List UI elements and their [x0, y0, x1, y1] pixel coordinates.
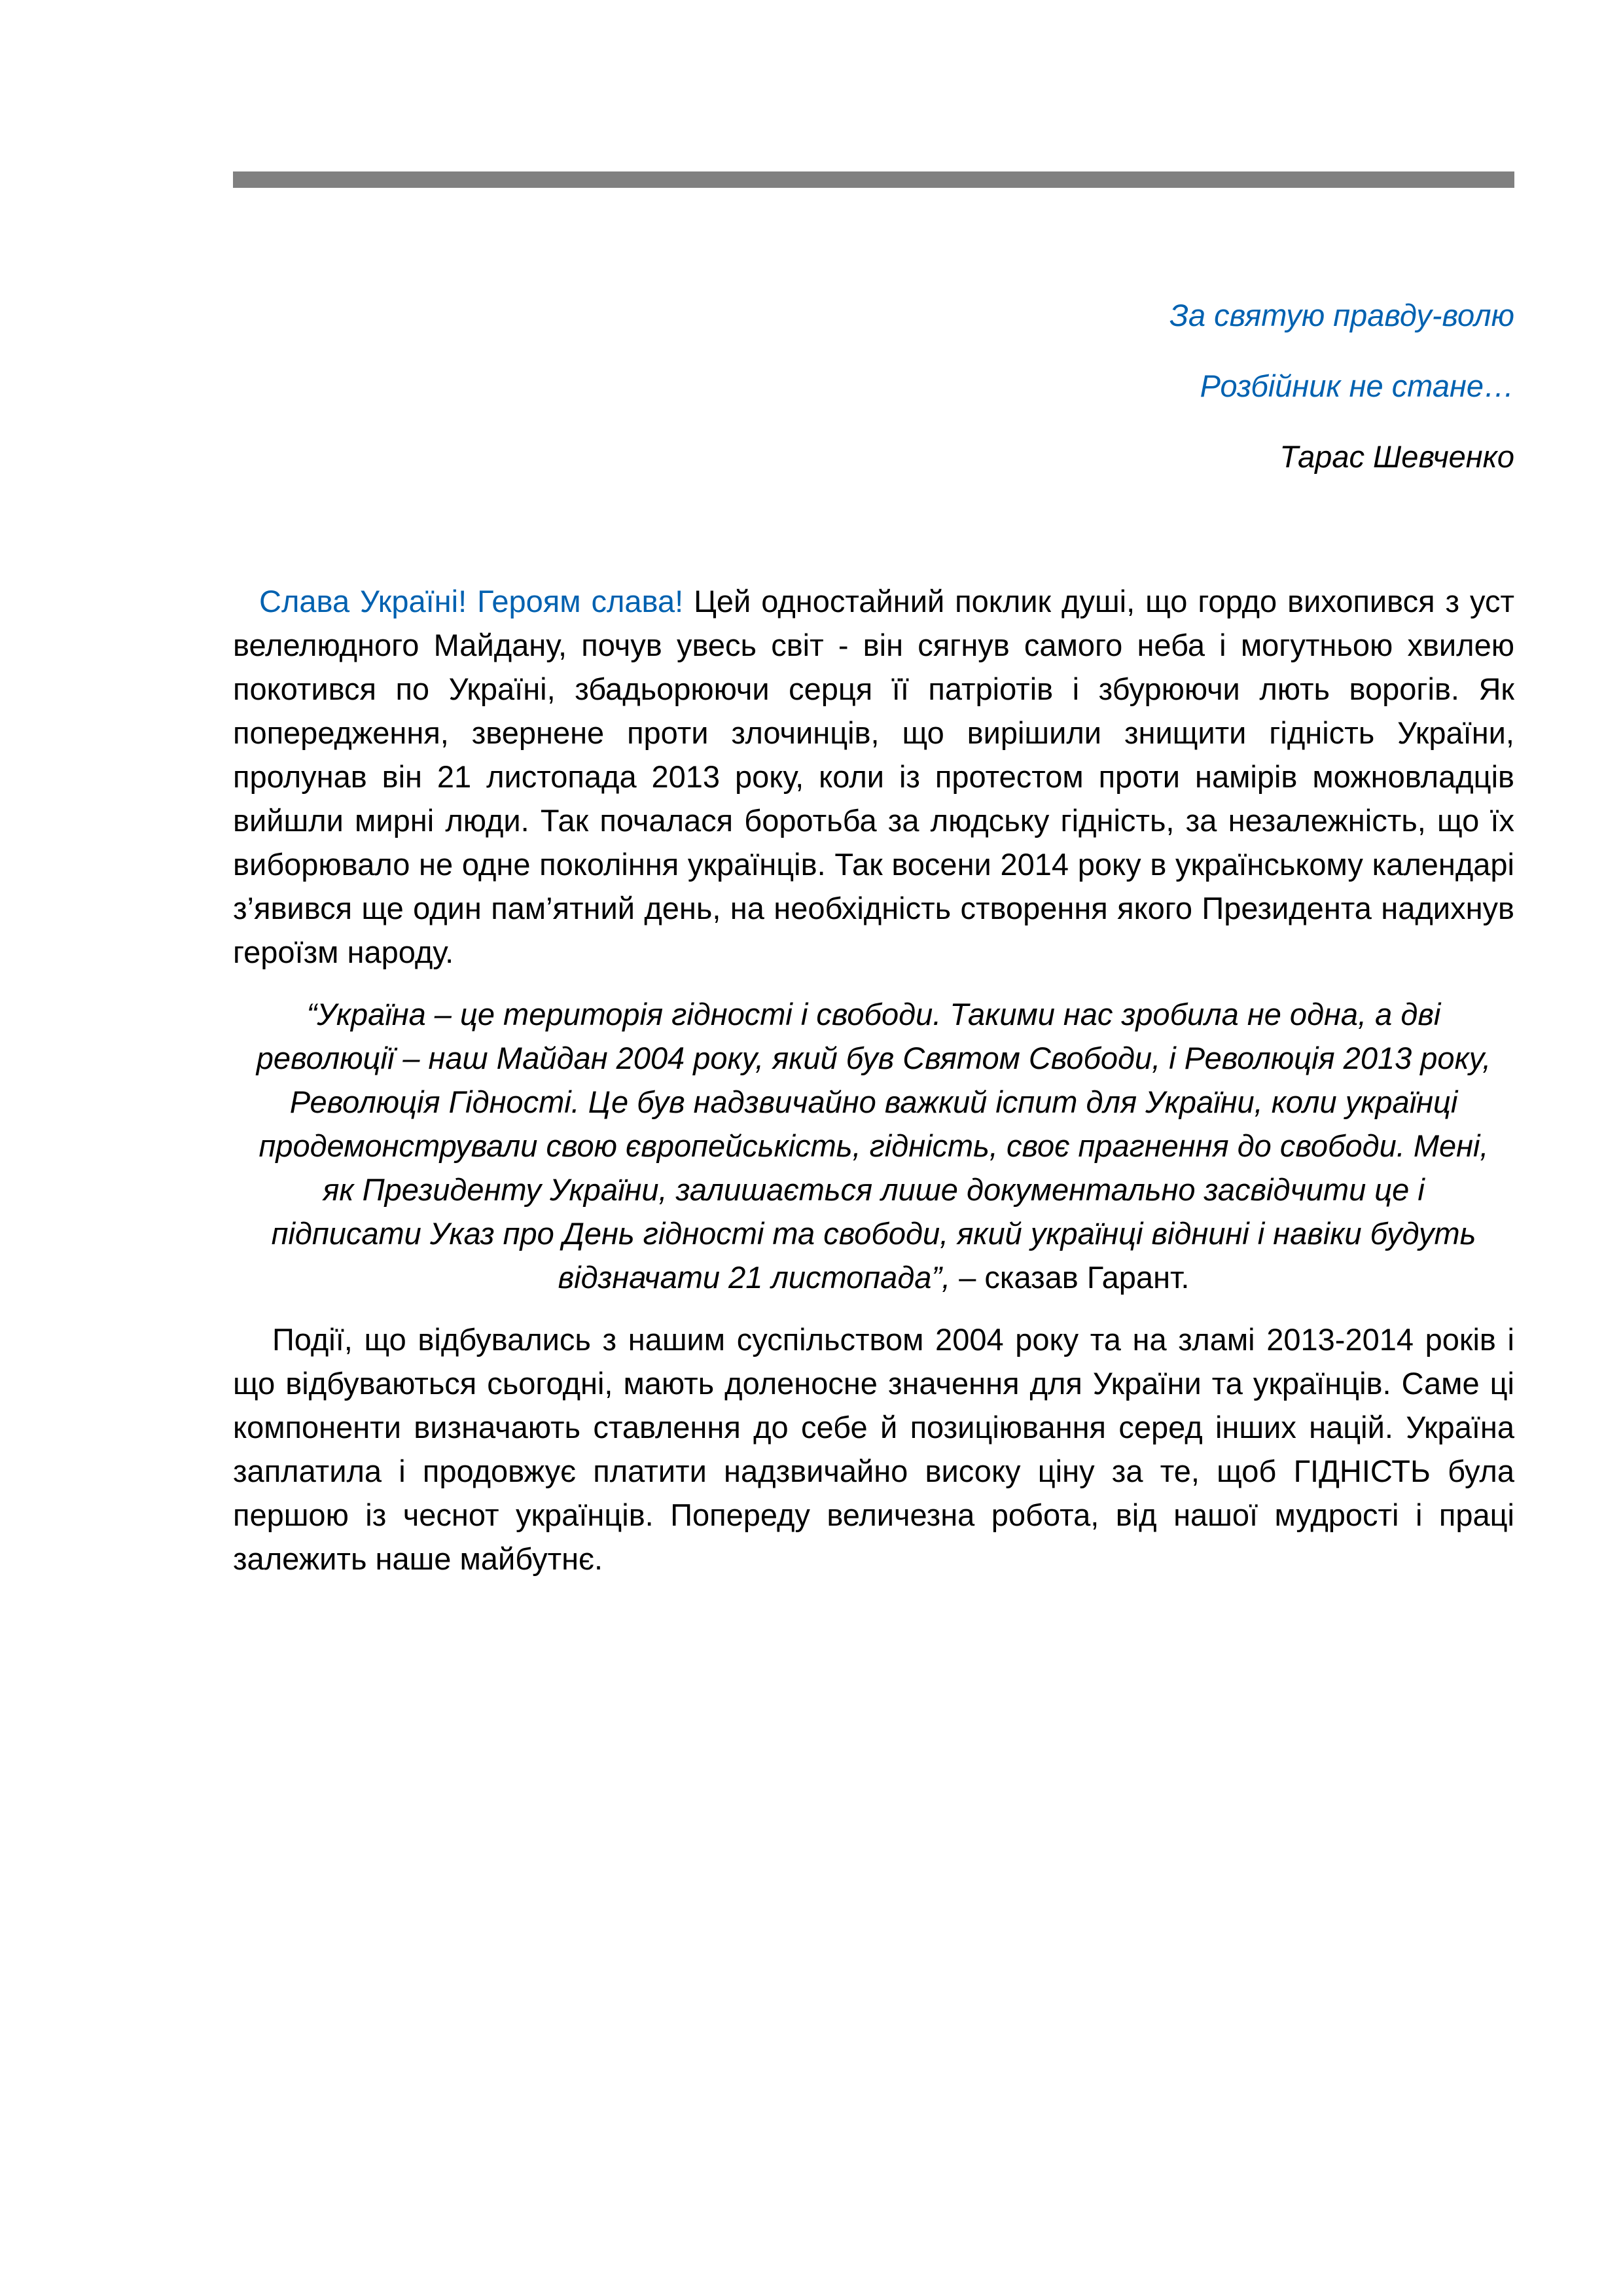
- epigraph-author: Тарас Шевченко: [1279, 439, 1514, 474]
- epigraph: [233, 288, 1514, 500]
- epigraph-line-2: Розбійник не стане…: [1200, 368, 1514, 403]
- paragraph-1: [233, 579, 1514, 974]
- top-rule: [233, 171, 1514, 188]
- quote-attribution: – сказав Гарант.: [950, 1260, 1190, 1295]
- paragraph-3: Події, що відбувались з нашим суспільством 2004 року та на зламі 2013-2014 років і що відбуваються сьогодні, мають доленосне значення для України та українців. Саме ці компоненти визначають ставлення до себе й позиціювання серед інших націй. Україна заплатила і продовжує платити надзвичайно високу ціну за те, щоб ГІДНІСТЬ була першою із чеснот українців. Попереду величезна робота, від нашої мудрості і праці залежить наше майбутнє.: [233, 1322, 1514, 1576]
- paragraph-1-text: Цей одностайний поклик душі, що гордо вихопився з уст велелюдного Майдану, почув увесь світ - він сягнув самого неба і могутньою хвилею покотився по Україні, збадьорюючи серця її патріотів і збурюючи лють ворогів. Як попередження, звернене проти злочинців, що вирішили знищити гідність України, пролунав він 21 листопада 2013 року, коли із протестом проти намірів можновладців вийшли мирні люди. Так почалася боротьба за людську гідність, за незалежність, що їх виборювало не одне покоління українців. Так восени 2014 року в українському календарі з’явився ще один пам’ятний день, на необхідність створення якого Президента надихнув героїзм народу.: [233, 584, 1514, 969]
- document-body: [233, 579, 1514, 1581]
- epigraph-line-1: За святую правду-волю: [1169, 298, 1514, 332]
- slogan: Слава Україні! Героям слава!: [259, 584, 684, 619]
- quote-text: “Україна – це територія гідності і свободи. Такими нас зробила не одна, а дві революції – наш Майдан 2004 року, який був Святом Свободи, і Революція 2013 року, Революція Гідності. Це був надзвичайно важкий іспит для України, коли українці продемонстрували свою європейськість, гідність, своє прагнення до свободи. Мені, як Президенту України, залишається лише документально засвідчити це і підписати Указ про День гідності та свободи, який українці віднині і навіки будуть відзначати 21 листопада”,: [256, 997, 1491, 1295]
- president-quote: [233, 992, 1514, 1299]
